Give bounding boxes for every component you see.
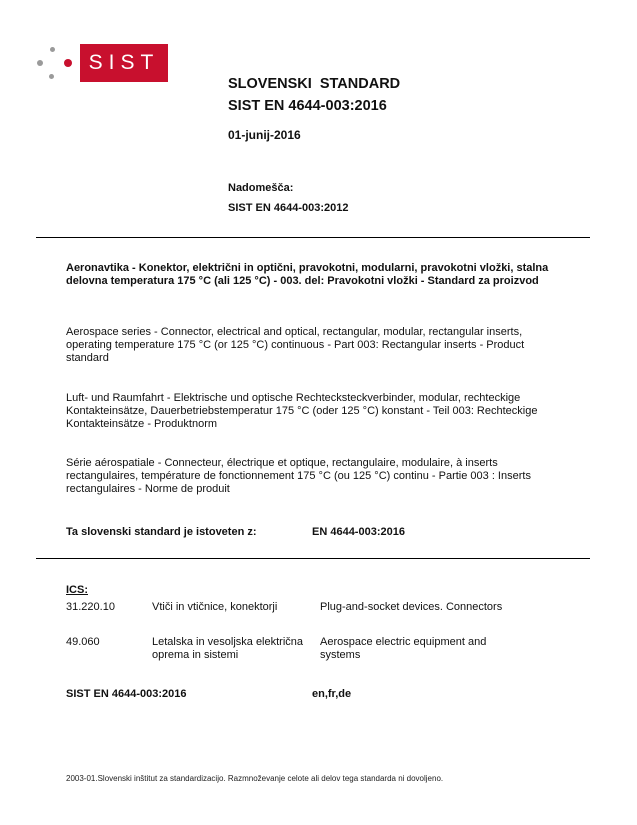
- identical-value: EN 4644-003:2016: [312, 526, 405, 538]
- ics-description-en: Aerospace electric equipment and systems: [320, 636, 487, 661]
- copyright-footer: 2003-01.Slovenski inštitut za standardizacijo. Razmnoževanje celote ali delov tega standarda ni dovoljeno.: [66, 774, 444, 783]
- languages: en,fr,de: [312, 688, 352, 700]
- ics-description-en: Plug-and-socket devices. Connectors: [320, 601, 503, 613]
- title-french: Série aérospatiale - Connecteur, électrique et optique, rectangulaire, modulaire, à inserts rectangulaires, température de fonctionnement 175 °C (ou 125 °C) continu - Partie 003 : Inserts rectangulaires - Norme de produit: [66, 457, 531, 495]
- logo-dot-icon: [64, 59, 72, 67]
- divider: [36, 237, 590, 238]
- logo-dot-icon: [49, 74, 54, 79]
- sist-logo: [36, 44, 168, 82]
- title-german: Luft- und Raumfahrt - Elektrische und optische Rechtecksteckverbinder, modular, rechteckige Kontakteinsätze, Dauerbetriebstemperatur 175 °C (oder 125 °C) konstant - Teil 003: Rechteckige Kontakteinsätze - Produktnorm: [66, 392, 538, 430]
- logo-dot-icon: [37, 60, 43, 66]
- divider: [36, 558, 590, 559]
- standard-title: SLOVENSKI STANDARD: [228, 76, 401, 92]
- bottom-code: SIST EN 4644-003:2016: [66, 688, 187, 700]
- standard-code: SIST EN 4644-003:2016: [228, 98, 387, 114]
- ics-code: 49.060: [66, 636, 100, 648]
- ics-code: 31.220.10: [66, 601, 115, 613]
- logo-text: SIST: [80, 44, 168, 82]
- logo-dot-icon: [50, 47, 55, 52]
- ics-description-sl: Letalska in vesoljska električna oprema in sistemi: [152, 636, 304, 661]
- replaces-label: Nadomešča:: [228, 182, 294, 194]
- ics-description-sl: Vtiči in vtičnice, konektorji: [152, 601, 278, 613]
- title-english: Aerospace series - Connector, electrical and optical, rectangular, modular, rectangular inserts, operating temperature 175 °C (or 125 °C) continuous - Part 003: Rectangular inserts - Product standard: [66, 326, 525, 364]
- identical-label: Ta slovenski standard je istoveten z:: [66, 526, 257, 538]
- ics-label: ICS:: [66, 584, 88, 596]
- replaces-value: SIST EN 4644-003:2012: [228, 202, 349, 214]
- title-slovenian: Aeronavtika - Konektor, električni in optični, pravokotni, modularni, pravokotni vložki, stalna delovna temperatura 175 °C (ali 125 °C) - 003. del: Pravokotni vložki - Standard za proizvod: [66, 262, 549, 287]
- publication-date: 01-junij-2016: [228, 128, 301, 142]
